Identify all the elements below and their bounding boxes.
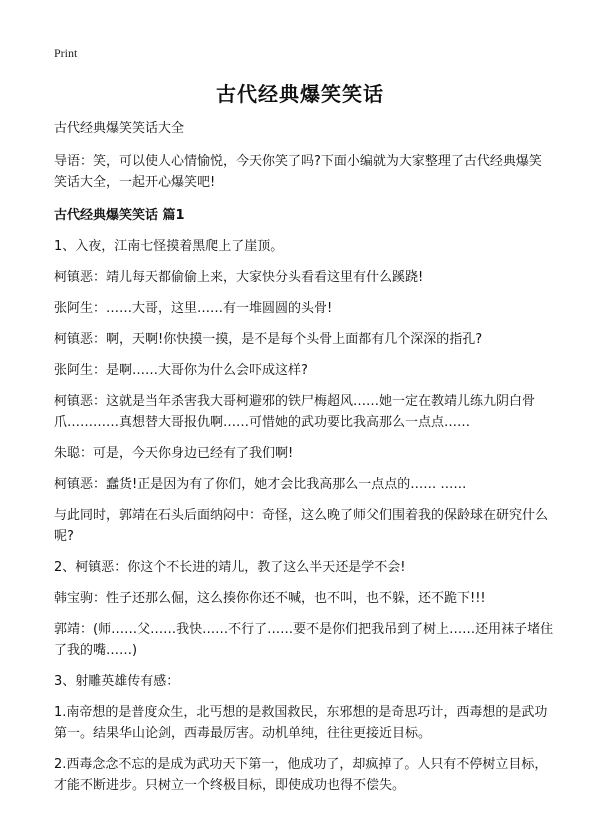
intro-paragraph: 导语：笑，可以使人心情愉悦，今天你笑了吗?下面小编就为大家整理了古代经典爆笑笑话大全，一起开心爆笑吧! bbox=[54, 154, 542, 190]
paragraph: 柯镇恶：靖儿每天都偷偷上来，大家快分头看看这里有什么蹊跷! bbox=[54, 270, 424, 285]
print-label: Print bbox=[54, 46, 78, 60]
paragraph: 2、柯镇恶：你这个不长进的靖儿，教了这么半天还是学不会! bbox=[54, 560, 406, 575]
paragraph: 与此同时，郭靖在石头后面纳闷中：奇怪，这么晚了师父们围着我的保龄球在研究什么呢? bbox=[54, 508, 549, 544]
section-heading: 古代经典爆笑笑话 篇1 bbox=[54, 208, 185, 223]
document-body bbox=[54, 118, 554, 806]
paragraph: 柯镇恶：这就是当年杀害我大哥柯避邪的铁尸梅超风……她一定在教靖儿练九阴白骨爪…………真想替大哥报仇啊……可惜她的武功要比我高那么一点点…… bbox=[54, 394, 536, 430]
paragraph: 张阿生：……大哥，这里……有一堆圆圆的头骨! bbox=[54, 301, 333, 316]
paragraph: 3、射雕英雄传有感： bbox=[54, 674, 180, 689]
paragraph: 1.南帝想的是普度众生，北丐想的是救国救民，东邪想的是奇思巧计，西毒想的是武功第一。结果华山论剑，西毒最厉害。动机单纯，往往更接近目标。 bbox=[54, 705, 548, 741]
paragraph: 柯镇恶：蠢货!正是因为有了你们，她才会比我高那么一点点的…… …… bbox=[54, 477, 467, 492]
subtitle: 古代经典爆笑笑话大全 bbox=[54, 121, 185, 136]
paragraph: 1、入夜，江南七怪摸着黑爬上了崖顶。 bbox=[54, 239, 284, 254]
paragraph: 韩宝驹：性子还那么倔，这么揍你你还不喊，也不叫，也不躲，还不跪下!!! bbox=[54, 591, 486, 606]
paragraph: 柯镇恶：啊，天啊!你快摸一摸，是不是每个头骨上面都有几个深深的指孔? bbox=[54, 332, 483, 347]
paragraph: 朱聪：可是，今天你身边已经有了我们啊! bbox=[54, 446, 294, 461]
paragraph: 张阿生：是啊……大哥你为什么会吓成这样? bbox=[54, 363, 308, 378]
paragraph: 2.西毒念念不忘的是成为武功天下第一，他成功了，却疯掉了。人只有不停树立目标，才能不断进步。只树立一个终极目标，即使成功也得不偿失。 bbox=[54, 757, 548, 793]
page-title: 古代经典爆笑笑话 bbox=[216, 82, 384, 106]
paragraph: 郭靖：(师……父……我快……不行了……要不是你们把我吊到了树上……还用袜子堵住了我的嘴……) bbox=[54, 622, 554, 658]
